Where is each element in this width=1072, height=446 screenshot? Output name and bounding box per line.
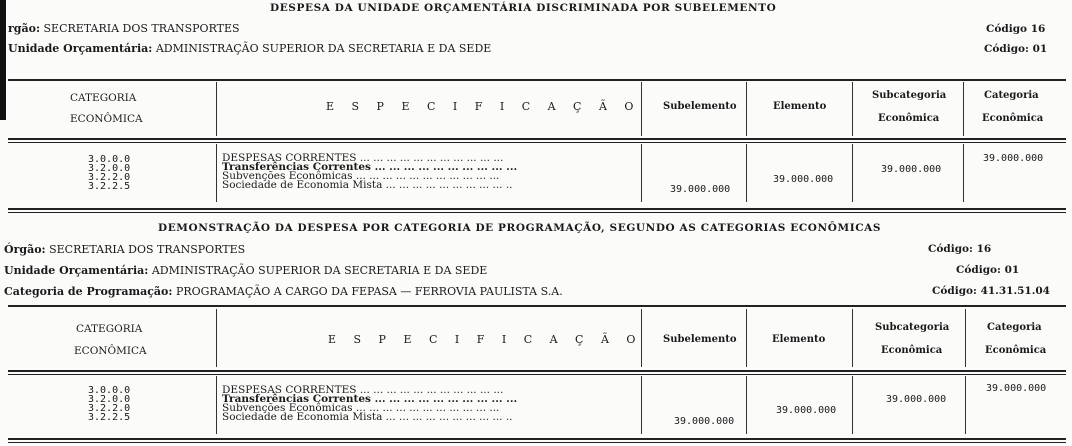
col-categoria-economica-1: CATEGORIA xyxy=(70,92,137,104)
col-subcategoria-2: Econômica xyxy=(881,345,943,356)
scan-margin-mark xyxy=(0,0,6,120)
elemento-value: 39.000.000 xyxy=(773,174,834,185)
unidade-value: ADMINISTRAÇÃO SUPERIOR DA SECRETARIA E DA SEDE xyxy=(151,264,488,277)
item: Sociedade de Economia Mista ... ... ... ... ... ... ... ... ... .. xyxy=(222,411,513,423)
unidade-label: Unidade Orçamentária: xyxy=(8,42,153,55)
section1-title: DESPESA DA UNIDADE ORÇAMENTÁRIA DISCRIMINADA POR SUBELEMENTO xyxy=(270,2,777,14)
item: Subvenções Econômicas ... ... ... ... ... ... ... ... ... ... ... xyxy=(222,402,500,414)
item: Transferências Correntes ... ... ... ... ... ... ... ... ... ... xyxy=(222,161,518,173)
items-list xyxy=(222,386,517,422)
code-item: 3.0.0.0 xyxy=(88,154,131,165)
categoria-value: 39.000.000 xyxy=(983,153,1044,164)
code-item: 3.2.0.0 xyxy=(88,394,131,405)
col-categoria-economica-1: CATEGORIA xyxy=(76,323,143,335)
orgao-label: Órgão: xyxy=(4,243,46,256)
code-item: 3.2.2.5 xyxy=(88,181,131,192)
col-categoria-2: Econômica xyxy=(982,113,1044,124)
orgao-value: SECRETARIA DOS TRANSPORTES xyxy=(43,22,240,35)
section2-categoria-code: Código: 41.31.51.04 xyxy=(932,285,1050,297)
col-subcategoria-1: Subcategoria xyxy=(875,322,950,333)
col-categoria-economica-2: ECONÔMICA xyxy=(74,345,147,357)
col-subcategoria-2: Econômica xyxy=(878,113,940,124)
col-categoria-1: Categoria xyxy=(984,90,1039,101)
item: Sociedade de Economia Mista ... ... ... ... ... ... ... ... ... .. xyxy=(222,179,513,191)
section1-unidade-code: Código: 01 xyxy=(984,43,1048,55)
code-item: 3.2.2.0 xyxy=(88,172,131,183)
orgao-label: rgão: xyxy=(8,22,41,35)
categoria-value: PROGRAMAÇÃO A CARGO DA FEPASA — FERROVIA PAULISTA S.A. xyxy=(175,285,563,298)
section2-unidade-code: Código: 01 xyxy=(956,264,1020,276)
col-especificacao: E S P E C I F I C A Ç Ã O xyxy=(326,100,641,113)
unidade-value: ADMINISTRAÇÃO SUPERIOR DA SECRETARIA E DA SEDE xyxy=(155,42,492,55)
col-elemento: Elemento xyxy=(772,334,826,345)
col-categoria-2: Econômica xyxy=(985,345,1047,356)
elemento-value: 39.000.000 xyxy=(776,405,837,416)
col-categoria-1: Categoria xyxy=(987,322,1042,333)
unidade-label: Unidade Orçamentária: xyxy=(4,264,149,277)
subelemento-value: 39.000.000 xyxy=(670,184,731,195)
code-item: 3.2.0.0 xyxy=(88,163,131,174)
items-list xyxy=(222,154,517,190)
col-subcategoria-1: Subcategoria xyxy=(872,90,947,101)
codes-list xyxy=(88,155,130,191)
section1-orgao xyxy=(8,22,240,35)
section2-title: DEMONSTRAÇÃO DA DESPESA POR CATEGORIA DE PROGRAMAÇÃO, SEGUNDO AS CATEGORIAS ECONÔMICAS xyxy=(158,222,882,234)
code-item: 3.0.0.0 xyxy=(88,385,131,396)
item: Transferências Correntes ... ... ... ... ... ... ... ... ... ... xyxy=(222,393,518,405)
col-subelemento: Subelemento xyxy=(663,101,737,112)
subelemento-value: 39.000.000 xyxy=(674,416,735,427)
section2-orgao-code: Código: 16 xyxy=(928,243,992,255)
section1-orgao-code: Código 16 xyxy=(986,23,1046,35)
categoria-value: 39.000.000 xyxy=(986,383,1047,394)
item: Subvenções Econômicas ... ... ... ... ... ... ... ... ... ... ... xyxy=(222,170,500,182)
section2-categoria xyxy=(4,285,563,298)
section2-orgao xyxy=(4,243,245,256)
section2-unidade xyxy=(4,264,487,277)
col-categoria-economica-2: ECONÔMICA xyxy=(70,113,143,125)
code-item: 3.2.2.5 xyxy=(88,412,131,423)
categoria-label: Categoria de Programação: xyxy=(4,285,173,298)
subcategoria-value: 39.000.000 xyxy=(886,394,947,405)
orgao-value: SECRETARIA DOS TRANSPORTES xyxy=(49,243,246,256)
col-elemento: Elemento xyxy=(773,101,827,112)
col-subelemento: Subelemento xyxy=(663,334,737,345)
codes-list xyxy=(88,386,130,422)
section1-unidade xyxy=(8,42,491,55)
item: DESPESAS CORRENTES ... ... ... ... ... ... ... ... ... ... ... xyxy=(222,384,504,396)
col-especificacao: E S P E C I F I C A Ç Ã O xyxy=(328,333,643,346)
table1-top-rule xyxy=(8,79,1066,81)
code-item: 3.2.2.0 xyxy=(88,403,131,414)
subcategoria-value: 39.000.000 xyxy=(881,164,942,175)
item: DESPESAS CORRENTES ... ... ... ... ... ... ... ... ... ... ... xyxy=(222,152,504,164)
